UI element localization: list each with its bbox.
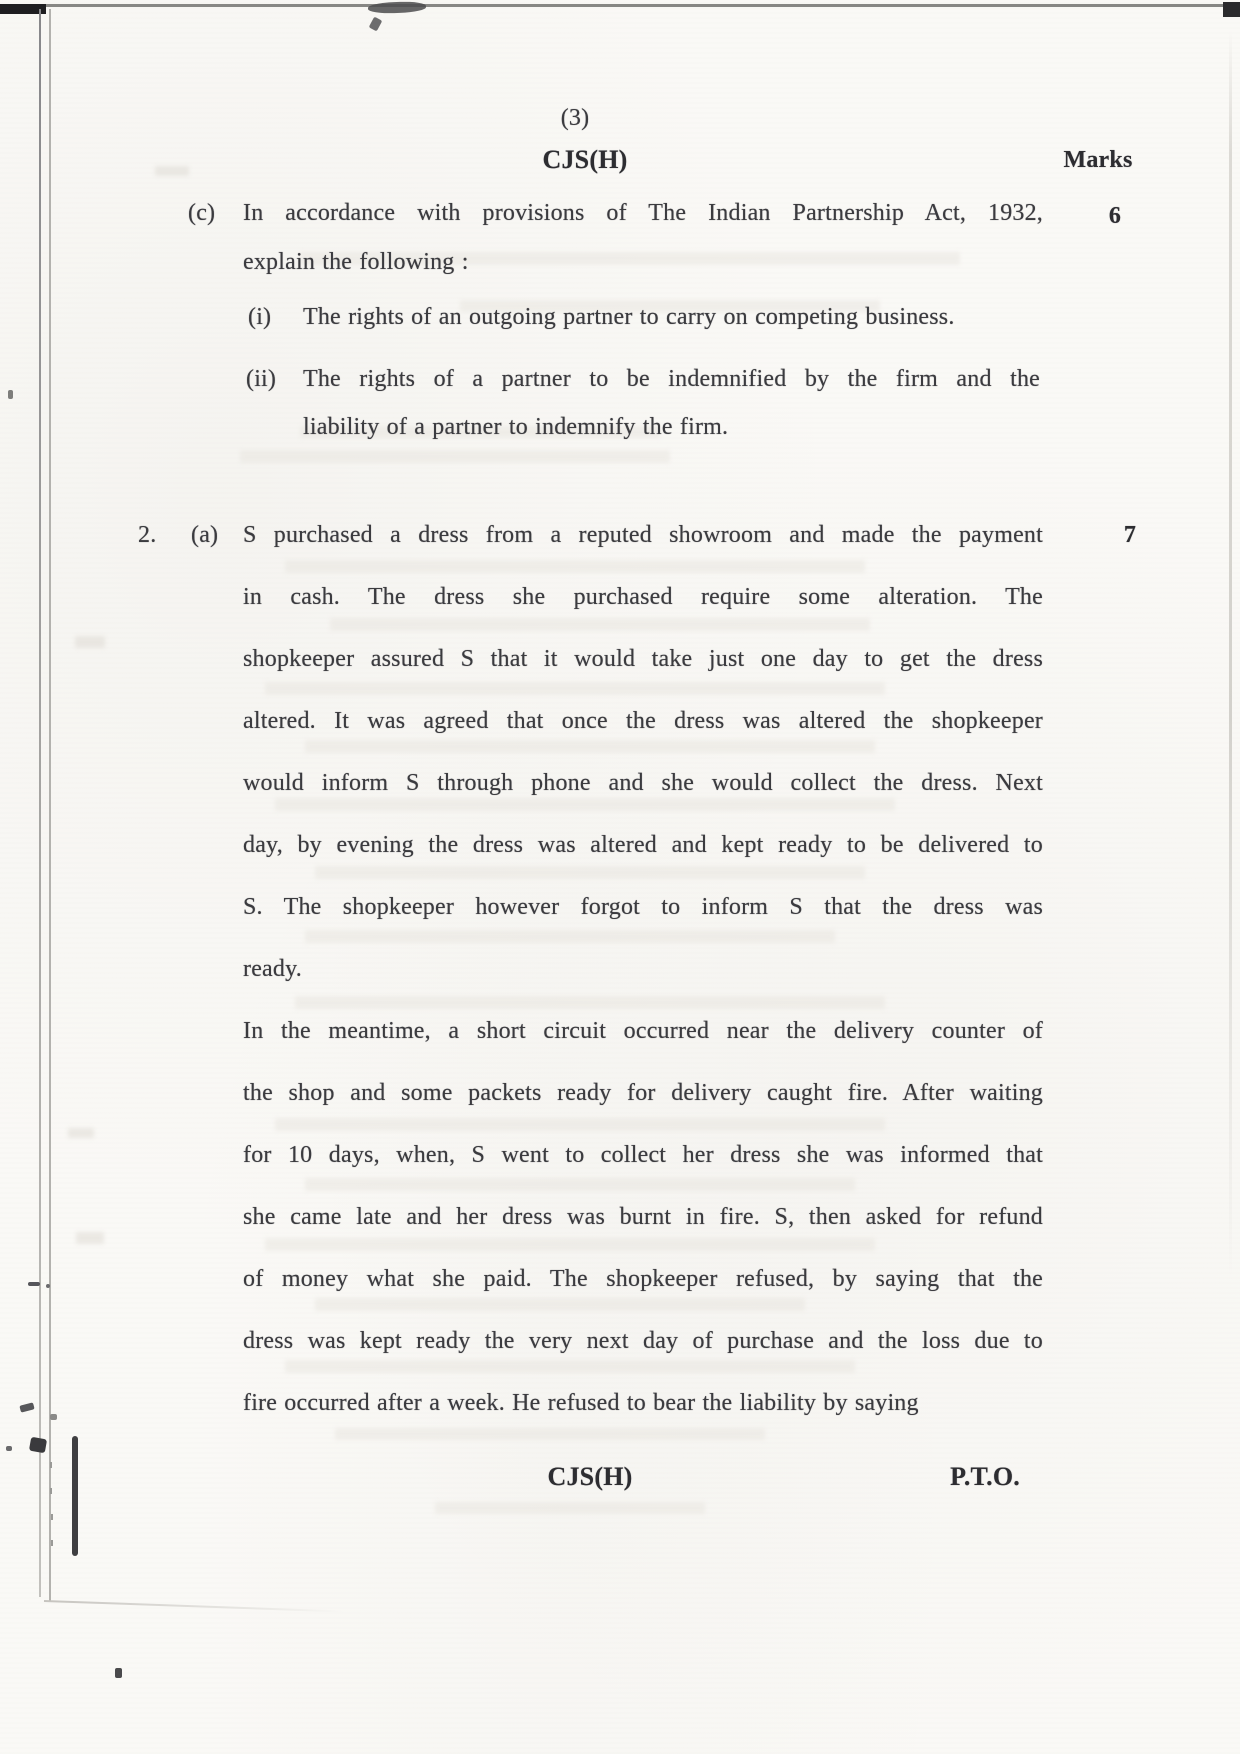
- text-line: altered. It was agreed that once the dress was altered the shopkeeper: [243, 708, 1043, 734]
- text-line: S purchased a dress from a reputed showroom and made the payment: [243, 522, 1043, 548]
- scan-top-right-corner-mark: [1223, 2, 1240, 17]
- scan-top-edge-line: [0, 4, 1240, 7]
- scan-speck-5: [115, 1668, 122, 1678]
- question-c-intro: [243, 189, 1043, 287]
- scan-left-edge-outer: [39, 9, 41, 1597]
- scan-speck-7: [28, 1282, 40, 1286]
- question-2-number: 2.: [138, 522, 157, 548]
- scan-left-edge-inner: [49, 9, 51, 1601]
- scan-speck-4: [50, 1414, 57, 1420]
- question-2a-marks: 7: [1123, 522, 1137, 548]
- header-paper-code: CJS(H): [542, 145, 628, 174]
- scan-edge-dash-4: [51, 1540, 53, 1546]
- footer-paper-code: CJS(H): [547, 1462, 633, 1491]
- scan-speck-3: [6, 1446, 12, 1451]
- text-line: dress was kept ready the very next day of purchase and the loss due to: [243, 1328, 1043, 1354]
- text-line: day, by evening the dress was altered and kept ready to be delivered to: [243, 832, 1043, 858]
- text-line: In accordance with provisions of The Indian Partnership Act, 1932,: [243, 200, 1043, 226]
- scan-speck-2: [29, 1437, 47, 1454]
- text-line: would inform S through phone and she would collect the dress. Next: [243, 770, 1043, 796]
- marks-column-label: Marks: [1063, 147, 1133, 173]
- scan-right-edge-shadow: [1229, 30, 1232, 1280]
- page-number: (3): [560, 105, 590, 131]
- text-line: S. The shopkeeper however forgot to inform S that the dress was: [243, 894, 1043, 920]
- question-2a-label: (a): [191, 522, 219, 548]
- question-c-marks: 6: [1108, 203, 1122, 229]
- text-line: in cash. The dress she purchased require some alteration. The: [243, 584, 1043, 610]
- text-line: explain the following :: [243, 249, 469, 275]
- text-line: The rights of an outgoing partner to carry on competing business.: [303, 304, 955, 330]
- question-2a-body: [243, 504, 1043, 1434]
- text-line: ready.: [243, 956, 302, 982]
- page-turn-note: P.T.O.: [950, 1462, 1020, 1491]
- text-line: fire occurred after a week. He refused to bear the liability by saying: [243, 1390, 919, 1416]
- sub-item-i-label: (i): [248, 304, 272, 330]
- scan-edge-dash-3: [51, 1514, 53, 1520]
- text-line: The rights of a partner to be indemnified by the firm and the: [303, 366, 1040, 392]
- text-line: In the meantime, a short circuit occurred near the delivery counter of: [243, 1018, 1043, 1044]
- sub-item-ii-text: [303, 355, 1040, 451]
- scan-speck-6: [8, 390, 13, 399]
- sub-item-i-text: [303, 293, 1040, 341]
- sub-item-ii-label: (ii): [246, 366, 277, 392]
- text-line: shopkeeper assured S that it would take just one day to get the dress: [243, 646, 1043, 672]
- text-line: she came late and her dress was burnt in fire. S, then asked for refund: [243, 1204, 1043, 1230]
- scan-speck-8: [46, 1284, 50, 1288]
- text-line: liability of a partner to indemnify the firm.: [303, 414, 729, 440]
- text-line: the shop and some packets ready for delivery caught fire. After waiting: [243, 1080, 1043, 1106]
- text-line: of money what she paid. The shopkeeper refused, by saying that the: [243, 1266, 1043, 1292]
- question-c-label: (c): [188, 200, 216, 226]
- text-line: for 10 days, when, S went to collect her dress she was informed that: [243, 1142, 1043, 1168]
